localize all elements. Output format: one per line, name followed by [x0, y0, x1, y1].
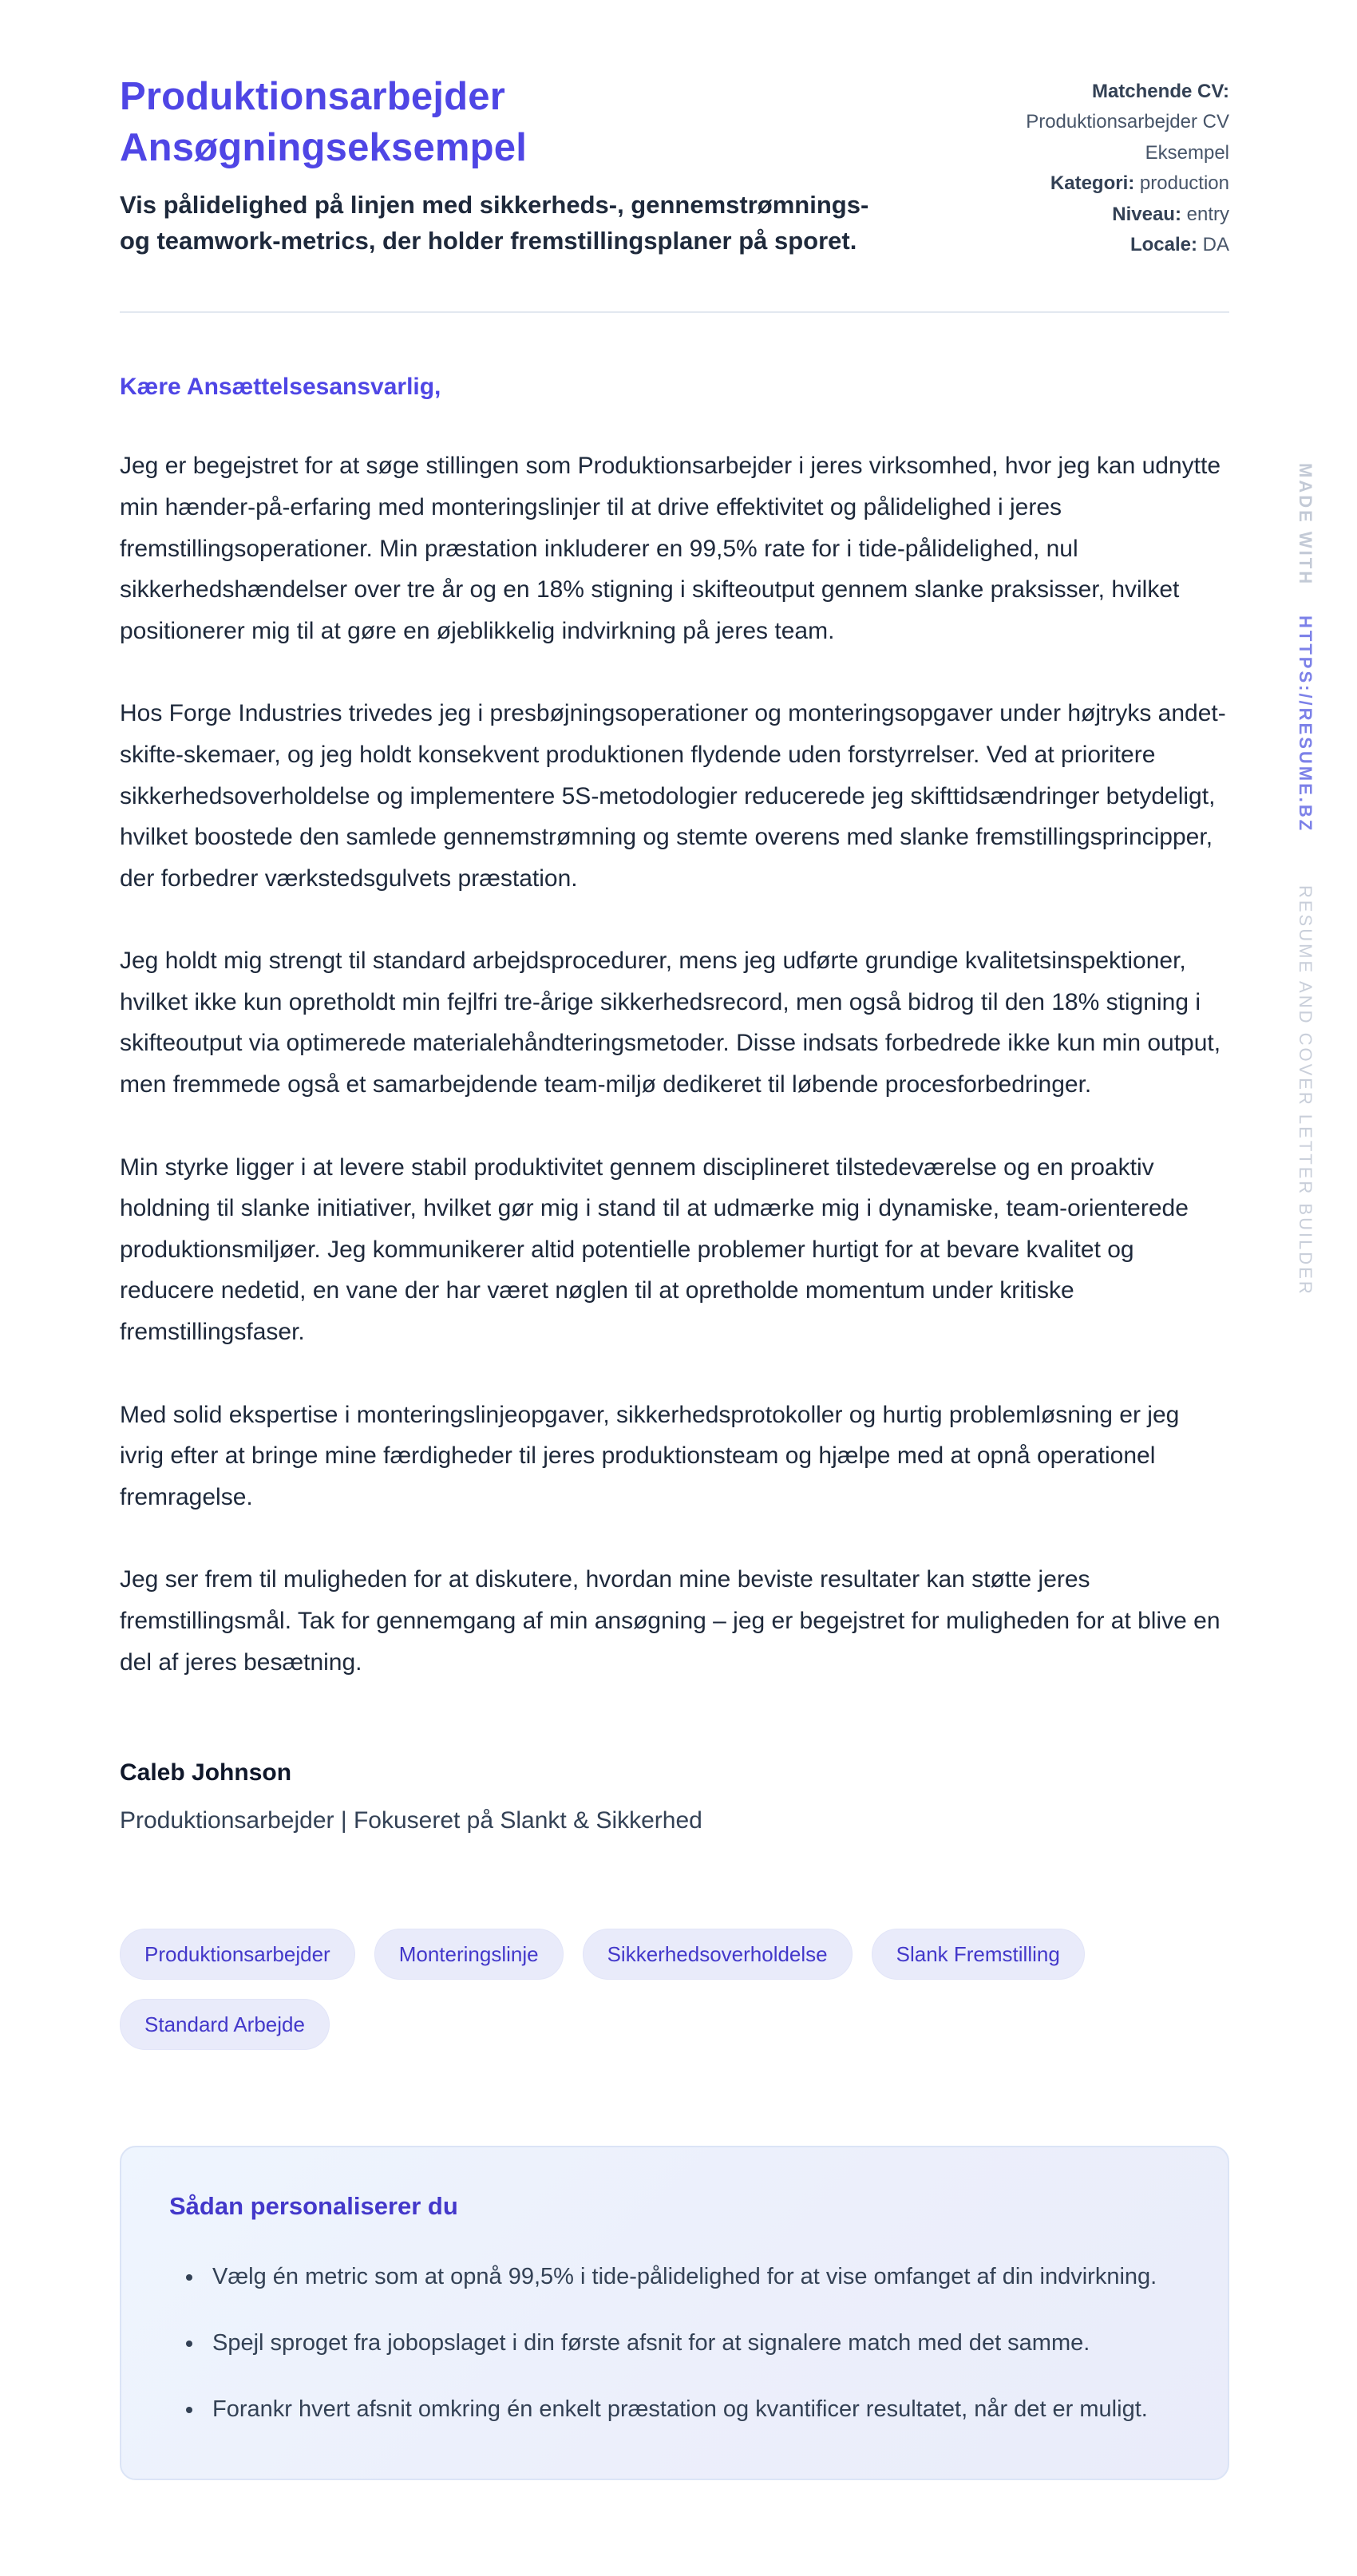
letter-paragraph: Med solid ekspertise i monteringslinjeopgaver, sikkerhedsprotokoller og hurtig problemløsning er jeg ivrig efter at bringe mine færdigheder til jeres produktionsteam og hjælpe med at opnå operationel fremragelse. — [120, 1401, 1180, 1510]
tips-list — [169, 2259, 1180, 2428]
meta-locale: Locale: DA — [1130, 233, 1229, 255]
tag-sikkerhedsoverholdelse[interactable]: Sikkerhedsoverholdelse — [583, 1929, 853, 1980]
meta-matching-cv-value: Produktionsarbejder CV Eksempel — [1026, 111, 1229, 164]
watermark-made-with: MADE WITH — [1296, 463, 1315, 587]
tag-monteringslinje[interactable]: Monteringslinje — [374, 1929, 564, 1980]
letter-paragraph: Hos Forge Industries trivedes jeg i presbøjningsoperationer og monteringsopgaver under højtryks andet-skifte-skemaer, og jeg holdt konsekvent produktionen flydende uden forstyrrelser. Ved at prioritere sikkerhedsoverholdelse og implementere 5S-metodologier reducerede jeg skifttidsændringer betydeligt, hvilket boostede den samlede gennemstrømning og stemte overens med slanke fremstillingsprincipper, der forbedrer værkstedsgulvets præstation. — [120, 700, 1226, 892]
tag-list — [120, 1929, 1229, 2050]
watermark-suffix: RESUME AND COVER LETTER BUILDER — [1296, 884, 1315, 1296]
letter-paragraph: Min styrke ligger i at levere stabil produktivitet gennem disciplineret tilstedeværelse og en proaktiv holdning til slanke initiativer, hvilket gør mig i stand til at udmærke mig i dynamiske, team-orienterede produktionsmiljøer. Jeg kommunikerer altid potentielle problemer hurtigt for at bevare kvalitet og reducere nedetid, en vane der har været nøglen til at opretholde momentum under kritiske fremstillingsfaser. — [120, 1153, 1189, 1346]
tips-title: Sådan personaliserer du — [169, 2192, 458, 2221]
page-subtitle: Vis pålidelighed på linjen med sikkerheds-, gennemstrømnings- og teamwork-metrics, der holder fremstillingsplaner på sporet. — [120, 191, 869, 255]
tip-item: • Vælg én metric som at opnå 99,5% i tide-pålidelighed for at vise omfanget af din indvirkning. — [204, 2259, 1180, 2295]
tag-standard-arbejde[interactable]: Standard Arbejde — [120, 1999, 330, 2050]
page-header — [120, 72, 1229, 260]
tag-slank-fremstilling[interactable]: Slank Fremstilling — [872, 1929, 1085, 1980]
page-title-line2: Ansøgningseksempel — [120, 125, 528, 169]
watermark-url: HTTPS://RESUME.BZ — [1296, 615, 1315, 833]
letter-body — [120, 374, 1229, 1834]
signature-role: Produktionsarbejder | Fokuseret på Slankt & Sikkerhed — [120, 1807, 702, 1834]
made-with-watermark — [1295, 463, 1315, 1296]
tip-item: • Forankr hvert afsnit omkring én enkelt præstation og kvantificer resultatet, når det er muligt. — [204, 2392, 1180, 2428]
header-title-block — [120, 72, 918, 259]
header-divider — [120, 311, 1229, 313]
personalization-tips-card — [120, 2146, 1229, 2480]
header-meta — [990, 72, 1229, 260]
tag-produktionsarbejder[interactable]: Produktionsarbejder — [120, 1929, 355, 1980]
signature-name: Caleb Johnson — [120, 1759, 292, 1787]
letter-greeting: Kære Ansættelsesansvarlig, — [120, 374, 441, 401]
page-title-line1: Produktionsarbejder — [120, 75, 506, 118]
meta-level: Niveau: entry — [1112, 203, 1229, 225]
page-title — [120, 72, 918, 173]
meta-category: Kategori: production — [1050, 172, 1229, 195]
tip-item: • Spejl sproget fra jobopslaget i din første afsnit for at signalere match med det samme. — [204, 2325, 1180, 2361]
meta-matching-cv-label: Matchende CV: — [1091, 81, 1229, 102]
letter-paragraph: Jeg holdt mig strengt til standard arbejdsprocedurer, mens jeg udførte grundige kvalitetsinspektioner, hvilket ikke kun opretholdt min fejlfri tre-årige sikkerhedsrecord, men også bidrog til den 18% stigning i skifteoutput via optimerede materialehåndteringsmetoder. Disse indsats forbedrede ikke kun min output, men fremmede også et samarbejdende team-miljø dedikeret til løbende procesforbedringer. — [120, 948, 1221, 1098]
signature-block — [120, 1759, 1229, 1834]
letter-paragraph: Jeg ser frem til muligheden for at diskutere, hvordan mine beviste resultater kan støtte jeres fremstillingsmål. Tak for gennemgang af min ansøgning – jeg er begejstret for muligheden for at blive en del af jeres besætning. — [120, 1566, 1221, 1676]
letter-paragraph: Jeg er begejstret for at søge stillingen som Produktionsarbejder i jeres virksomhed, hvor jeg kan udnytte min hænder-på-erfaring med monteringslinjer til at drive effektivitet og pålidelighed i jeres fremstillingsoperationer. Min præstation inkluderer en 99,5% rate for i tide-pålidelighed, nul sikkerhedshændelser over tre år og en 18% stigning i skifteoutput gennem slanke praksisser, hvilket positionerer mig til at gøre en øjeblikkelig indvirkning på jeres team. — [120, 453, 1221, 644]
